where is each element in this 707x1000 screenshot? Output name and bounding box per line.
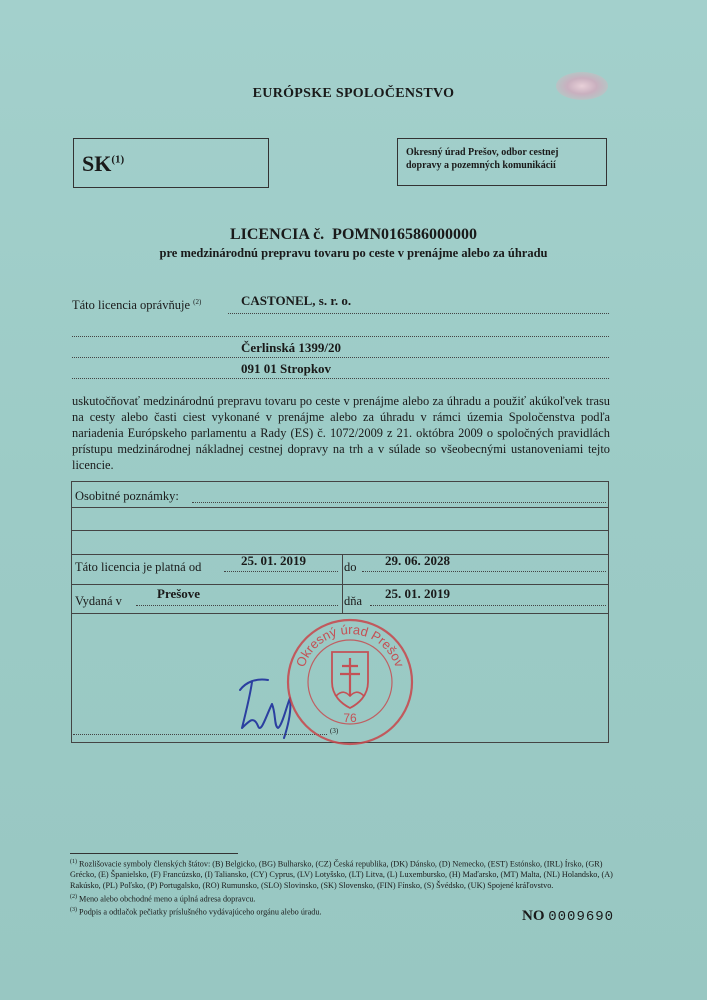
footnote-rule <box>70 853 238 854</box>
footnote-2: $^{(2)}$ Meno alebo obchodné meno a úplná adresa dopravcu. <box>70 893 256 904</box>
official-stamp <box>280 612 420 752</box>
remarks-line <box>192 502 606 503</box>
valid-from-date: 25. 01. 2019 <box>241 553 306 568</box>
stamp-text: Okresný úrad Prešov <box>292 621 408 670</box>
holder-city-line <box>72 378 609 379</box>
license-body-text: uskutočňovať medzinárodnú prepravu tovaru po ceste v prenájme alebo za úhradu a použiť akúkoľvek trasu na cesty alebo časti ciest vykonané v prenájme alebo za úhradu v rámci územia Spoločenstva podľa nariadenia Európskeho parlamentu a Rady (ES) č. 1072/2009 z 21. októbra 2009 o spoločných pravidlách prístupu medzinárodnej nákladnej cestnej dopravy na trh a v súlade so všeobecnými ustanoveniami tejto licencie. <box>72 394 610 472</box>
holder-name: CASTONEL, s. r. o. <box>241 293 352 308</box>
issued-date: 25. 01. 2019 <box>385 586 450 601</box>
authority-line-2: dopravy a pozemných komunikácií <box>406 160 556 171</box>
serial-number <box>522 908 614 925</box>
issued-date-label: dňa <box>344 594 363 608</box>
issued-place: Prešove <box>157 586 201 601</box>
valid-to-date: 29. 06. 2028 <box>385 553 450 568</box>
license-subtitle: pre medzinárodnú prepravu tovaru po ceste v prenájme alebo za úhradu <box>159 246 548 260</box>
hologram-seal-icon <box>556 72 608 100</box>
holder-name-line <box>228 313 609 314</box>
holder-street-line <box>72 357 609 358</box>
serial-prefix: NO <box>522 908 545 924</box>
issued-date-line <box>370 605 606 606</box>
license-title-prefix: LICENCIA č. <box>229 226 325 243</box>
stamp-number: 76 <box>343 711 357 725</box>
serial-digits: 0009690 <box>548 909 615 925</box>
country-code-box <box>73 138 269 188</box>
country-code: SK$^{(1)}$ <box>82 151 125 176</box>
valid-from-line <box>224 571 338 572</box>
license-number: POMN016586000000 <box>332 226 478 243</box>
signature-note-ref: (3) <box>330 727 339 735</box>
issued-place-label: Vydaná v <box>75 594 122 608</box>
valid-to-label: do <box>344 560 357 574</box>
footnote-3: $^{(3)}$ Podpis a odtlačok pečiatky príslušného vydávajúceho orgánu alebo úradu. <box>70 906 322 917</box>
community-heading: EURÓPSKE SPOLOČENSTVO <box>252 86 455 101</box>
remarks-label: Osobitné poznámky: <box>75 489 179 503</box>
license-title <box>0 226 707 244</box>
holder-blank-line <box>72 336 609 337</box>
holder-city: 091 01 Stropkov <box>241 361 332 376</box>
holder-street: Čerlinská 1399/20 <box>241 340 342 355</box>
valid-to-line <box>362 571 606 572</box>
authority-line-1: Okresný úrad Prešov, odbor cestnej <box>406 147 559 158</box>
holder-label: Táto licencia oprávňuje $^{(2)}$ <box>72 298 202 313</box>
issuing-authority-box <box>397 138 607 186</box>
issued-place-line <box>136 605 338 606</box>
valid-from-label: Táto licencia je platná od <box>75 560 202 574</box>
footnote-1: $^{(1)}$ Rozlišovacie symboly členských štátov: (B) Belgicko, (BG) Bulharsko, (CZ) Česká republika, (DK) Dánsko, (D) Nemecko, (EST) Estónsko, (IRL) Írsko, (GR) Grécko, (E) Španielsko, (F) Francúzsko, (I) Taliansko, (CY) Cyprus, (LV) Lotyšsko, (LT) Litva, (L) Luxembursko, (H) Maďarsko, (MT) Malta, (NL) Holandsko, (A) Rakúsko, (PL) Poľsko, (P) Portugalsko, (RO) Rumunsko, (SLO) Slovinsko, (SK) Slovensko, (FIN) Fínsko, (S) Švédsko, (UK) Spojené kráľovstvo. <box>70 859 613 890</box>
